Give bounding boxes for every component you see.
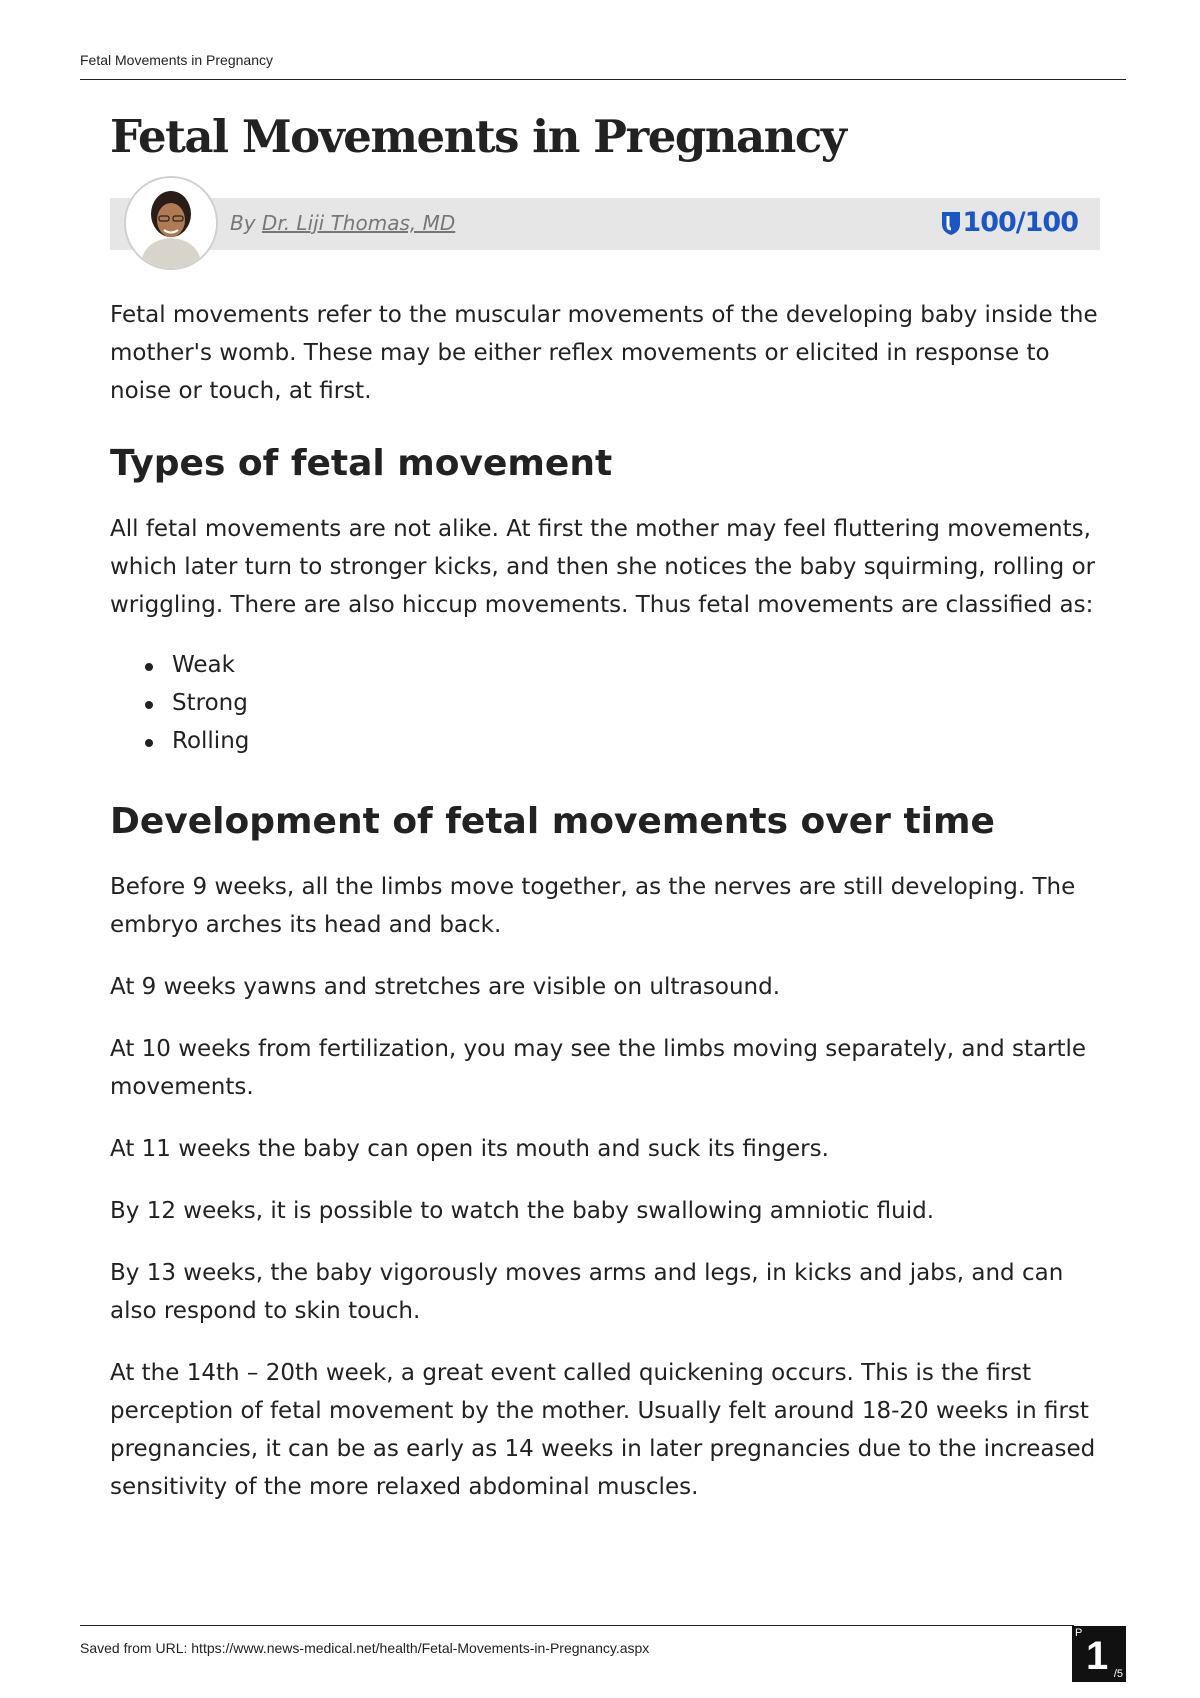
- score-value: 100/100: [962, 207, 1078, 238]
- article-body: [110, 104, 1100, 1506]
- byline-bar: [110, 198, 1100, 250]
- development-paragraph: At 9 weeks yawns and stretches are visible on ultrasound.: [110, 974, 781, 1000]
- page-total: /5: [1113, 1668, 1123, 1680]
- movement-types-list: [110, 646, 1100, 760]
- list-item: Weak: [172, 646, 1100, 684]
- footer-divider: [80, 1625, 1074, 1626]
- development-paragraph: By 13 weeks, the baby vigorously moves arms and legs, in kicks and jabs, and can also respond to skin touch.: [110, 1260, 1064, 1324]
- types-paragraph: All fetal movements are not alike. At first the mother may feel fluttering movements, which later turn to stronger kicks, and then she notices the baby squirming, rolling or wriggling. There are also hiccup movements. Thus fetal movements are classified as:: [110, 516, 1096, 618]
- development-paragraph: At 11 weeks the baby can open its mouth and suck its fingers.: [110, 1136, 829, 1162]
- development-paragraph: At 10 weeks from fertilization, you may see the limbs moving separately, and startle movements.: [110, 1036, 1087, 1100]
- development-paragraph: Before 9 weeks, all the limbs move together, as the nerves are still developing. The embryo arches its head and back.: [110, 874, 1076, 938]
- shield-icon: [940, 210, 962, 236]
- page-label: P: [1075, 1627, 1083, 1639]
- header-divider: [80, 79, 1126, 80]
- author-avatar: [124, 176, 218, 270]
- page-number: 1: [1086, 1634, 1109, 1678]
- section-heading-development: Development of fetal movements over time: [110, 801, 995, 842]
- footer-source-url: Saved from URL: https://www.news-medical.net/health/Fetal-Movements-in-Pregnancy.aspx: [80, 1640, 650, 1656]
- development-paragraph: By 12 weeks, it is possible to watch the baby swallowing amniotic fluid.: [110, 1198, 935, 1224]
- list-item: Strong: [172, 684, 1100, 722]
- development-paragraph: At the 14th – 20th week, a great event called quickening occurs. This is the first perception of fetal movement by the mother. Usually felt around 18-20 weeks in first pregnancies, it can be as early as 14 weeks in later pregnancies due to the increased sensitivity of the more relaxed abdominal muscles.: [110, 1360, 1096, 1500]
- intro-paragraph: Fetal movements refer to the muscular movements of the developing baby inside the mother's womb. These may be either reflex movements or elicited in response to noise or touch, at first.: [110, 302, 1098, 404]
- list-item: Rolling: [172, 722, 1100, 760]
- section-heading-types: Types of fetal movement: [110, 443, 613, 484]
- page-indicator: [1072, 1626, 1126, 1682]
- byline: [230, 211, 455, 235]
- author-photo-icon: [126, 178, 216, 268]
- page-title: Fetal Movements in Pregnancy: [110, 110, 846, 163]
- running-header: Fetal Movements in Pregnancy: [80, 52, 273, 68]
- score-badge: [940, 209, 1078, 237]
- byline-prefix: By: [230, 211, 262, 235]
- author-link[interactable]: Dr. Liji Thomas, MD: [261, 211, 456, 235]
